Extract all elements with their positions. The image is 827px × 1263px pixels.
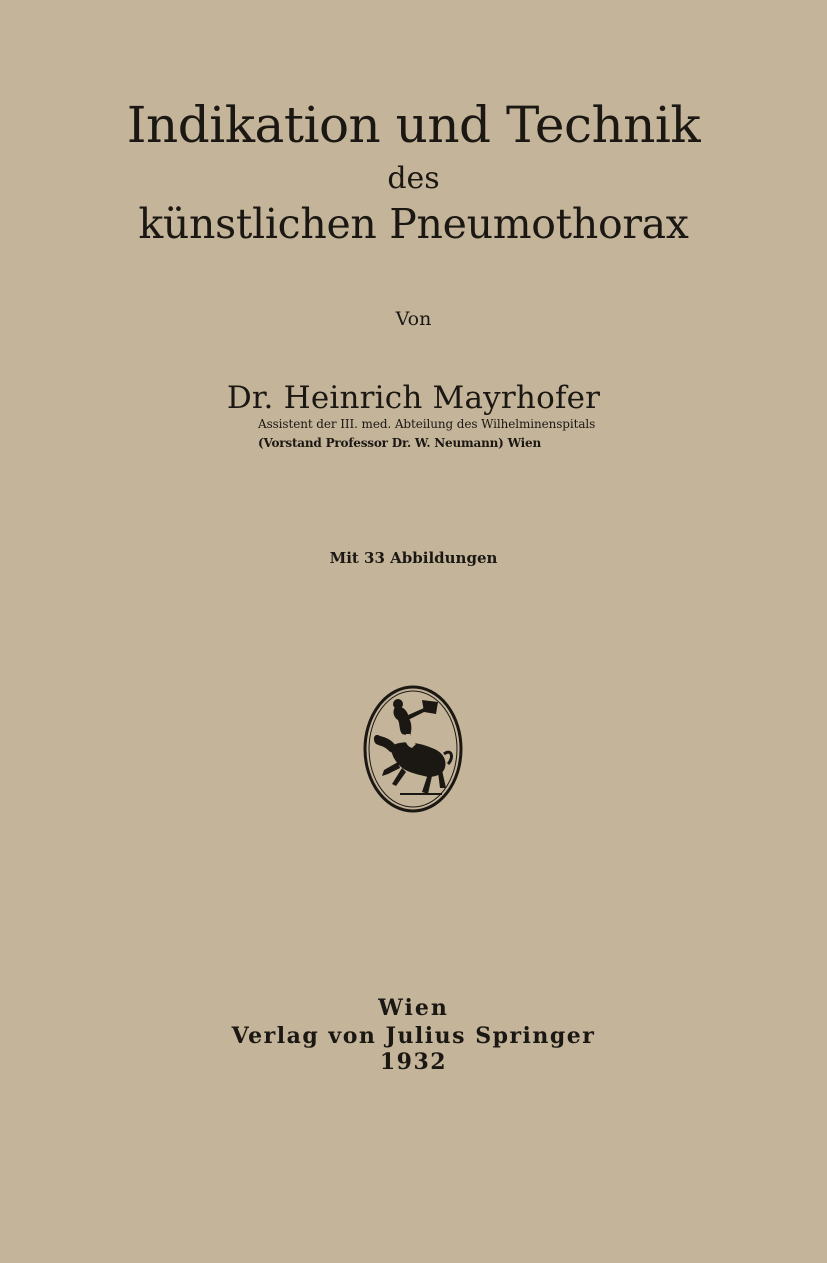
- author-name: Dr. Heinrich Mayrhofer: [226, 380, 601, 416]
- imprint-publisher: Verlag von Julius Springer: [231, 1023, 596, 1049]
- title-line-2: des: [387, 161, 440, 196]
- horse-and-rider-seal-icon: [362, 684, 464, 814]
- author-affiliation-line-1: Assistent der III. med. Abteilung des Wilhelminenspitals: [258, 417, 596, 431]
- title-line-3: künstlichen Pneumothorax: [138, 200, 689, 248]
- illustrations-note: Mit 33 Abbildungen: [329, 549, 498, 567]
- byline: Von: [395, 308, 432, 330]
- author-affiliation-line-2: (Vorstand Professor Dr. W. Neumann) Wien: [258, 436, 541, 450]
- imprint-city: Wien: [378, 995, 449, 1021]
- imprint-year: 1932: [379, 1049, 448, 1075]
- title-line-1: Indikation und Technik: [126, 96, 701, 154]
